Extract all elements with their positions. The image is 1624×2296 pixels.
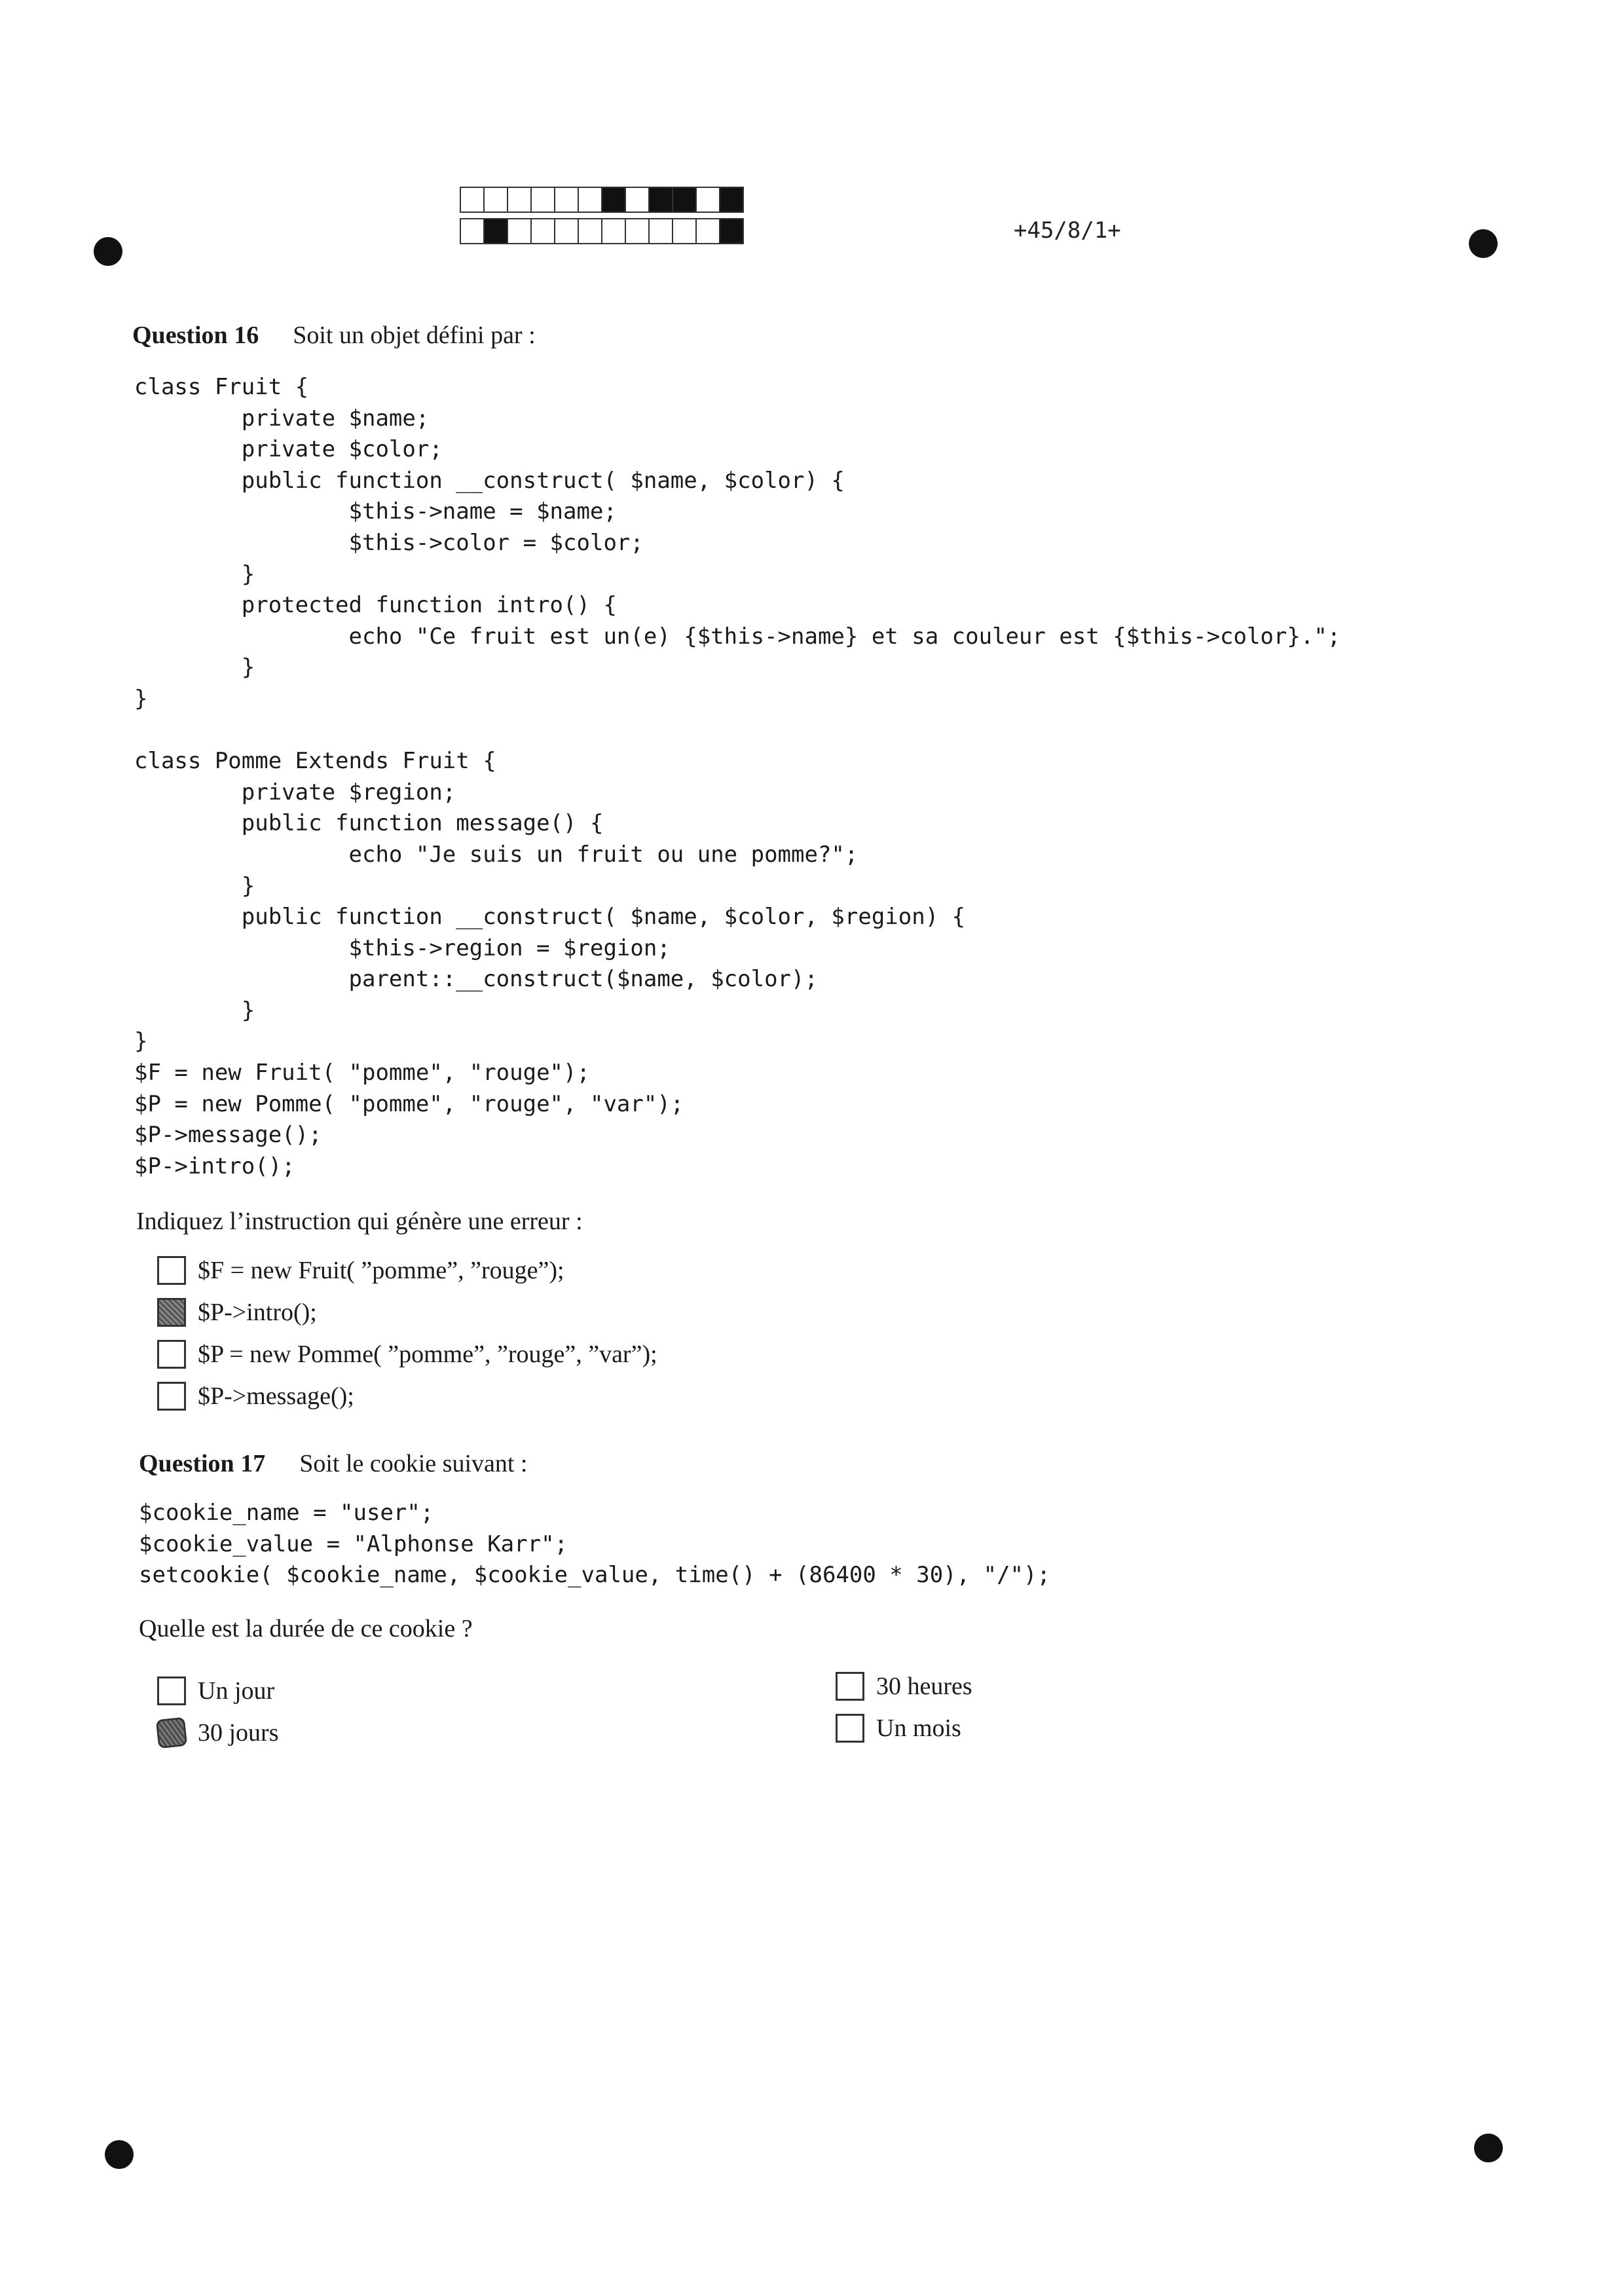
barcode-cell xyxy=(625,187,650,213)
q17-answer-1-text: Un jour xyxy=(198,1677,275,1705)
barcode-cell xyxy=(648,218,673,244)
question-17-intro: Soit le cookie suivant : xyxy=(299,1450,528,1477)
q16-answer-1-checkbox[interactable] xyxy=(157,1256,186,1285)
q17-answer-4[interactable] xyxy=(836,1714,961,1743)
barcode-row xyxy=(460,218,743,244)
barcode-cell xyxy=(601,218,626,244)
q16-answer-1-text: $F = new Fruit( ”pomme”, ”rouge”); xyxy=(198,1257,564,1284)
q16-answer-3[interactable] xyxy=(157,1340,657,1369)
barcode-cell xyxy=(554,187,579,213)
barcode-cell xyxy=(460,218,485,244)
barcode-cell xyxy=(695,218,720,244)
barcode-cell xyxy=(648,187,673,213)
q17-answer-4-text: Un mois xyxy=(876,1714,961,1742)
barcode-cell xyxy=(507,218,532,244)
q17-answer-2-checkbox[interactable] xyxy=(156,1717,187,1749)
barcode-cell xyxy=(719,218,744,244)
q16-answer-4[interactable] xyxy=(157,1382,354,1411)
q16-answer-2-checkbox[interactable] xyxy=(157,1298,186,1327)
question-17-prompt: Quelle est la durée de ce cookie ? xyxy=(139,1615,473,1642)
registration-dot-bottom-left xyxy=(105,2140,134,2169)
q16-answer-4-text: $P->message(); xyxy=(198,1382,354,1410)
question-16-code: class Fruit { private $name; private $color; public function __construct( $name, $color) { $this->name = $name; $this->color = $color; } protected function intro() { echo "Ce fruit est un(e) {$this->name} et sa couleur est {$this->color}."; } } class Pomme Extends Fruit { private $region; public function message() { echo "Je suis un fruit ou une pomme?"; } public function __construct( $name, $color, $region) { $this->region = $region; parent::__construct($name, $color); } } $F = new Fruit( "pomme", "rouge"); $P = new Pomme( "pomme", "rouge", "var"); $P->message(); $P->intro(); xyxy=(134,374,1341,1179)
barcode-cell xyxy=(695,187,720,213)
q16-answer-2-text: $P->intro(); xyxy=(198,1299,317,1326)
page-barcode xyxy=(460,187,743,250)
barcode-cell xyxy=(719,187,744,213)
barcode-cell xyxy=(530,187,555,213)
q17-answer-3-text: 30 heures xyxy=(876,1673,972,1700)
barcode-cell xyxy=(483,187,508,213)
barcode-cell xyxy=(601,187,626,213)
page-id: +45/8/1+ xyxy=(1014,217,1121,244)
q17-answer-2-text: 30 jours xyxy=(198,1719,279,1747)
q17-answer-2[interactable] xyxy=(157,1718,279,1747)
barcode-cell xyxy=(625,218,650,244)
barcode-row xyxy=(460,187,743,213)
registration-dot-bottom-right xyxy=(1474,2134,1503,2162)
q16-answer-1[interactable] xyxy=(157,1256,564,1285)
question-17-label: Question 17 xyxy=(139,1450,266,1477)
q16-answer-3-checkbox[interactable] xyxy=(157,1340,186,1369)
q17-answer-3[interactable] xyxy=(836,1672,972,1701)
q16-answer-4-checkbox[interactable] xyxy=(157,1382,186,1411)
q17-answer-1-checkbox[interactable] xyxy=(157,1676,186,1705)
barcode-cell xyxy=(554,218,579,244)
barcode-cell xyxy=(672,187,697,213)
question-16-intro: Soit un objet défini par : xyxy=(293,322,536,349)
question-16-prompt: Indiquez l’instruction qui génère une erreur : xyxy=(136,1208,583,1235)
q16-answer-3-text: $P = new Pomme( ”pomme”, ”rouge”, ”var”); xyxy=(198,1341,657,1368)
q16-answer-2[interactable] xyxy=(157,1298,317,1327)
q17-answer-4-checkbox[interactable] xyxy=(836,1714,864,1743)
barcode-cell xyxy=(578,187,602,213)
question-16-header xyxy=(132,321,536,350)
registration-dot-top-left xyxy=(94,237,122,266)
barcode-cell xyxy=(460,187,485,213)
barcode-cell xyxy=(578,218,602,244)
q17-answer-3-checkbox[interactable] xyxy=(836,1672,864,1701)
barcode-cell xyxy=(672,218,697,244)
question-17-code: $cookie_name = "user"; $cookie_value = "Alphonse Karr"; setcookie( $cookie_name, $cookie_value, time() + (86400 * 30), "/"); xyxy=(139,1500,1050,1589)
registration-dot-top-right xyxy=(1469,229,1498,258)
barcode-cell xyxy=(530,218,555,244)
barcode-cell xyxy=(507,187,532,213)
q17-answer-1[interactable] xyxy=(157,1676,274,1705)
barcode-cell xyxy=(483,218,508,244)
question-16-label: Question 16 xyxy=(132,322,259,349)
question-17-header xyxy=(139,1449,528,1478)
